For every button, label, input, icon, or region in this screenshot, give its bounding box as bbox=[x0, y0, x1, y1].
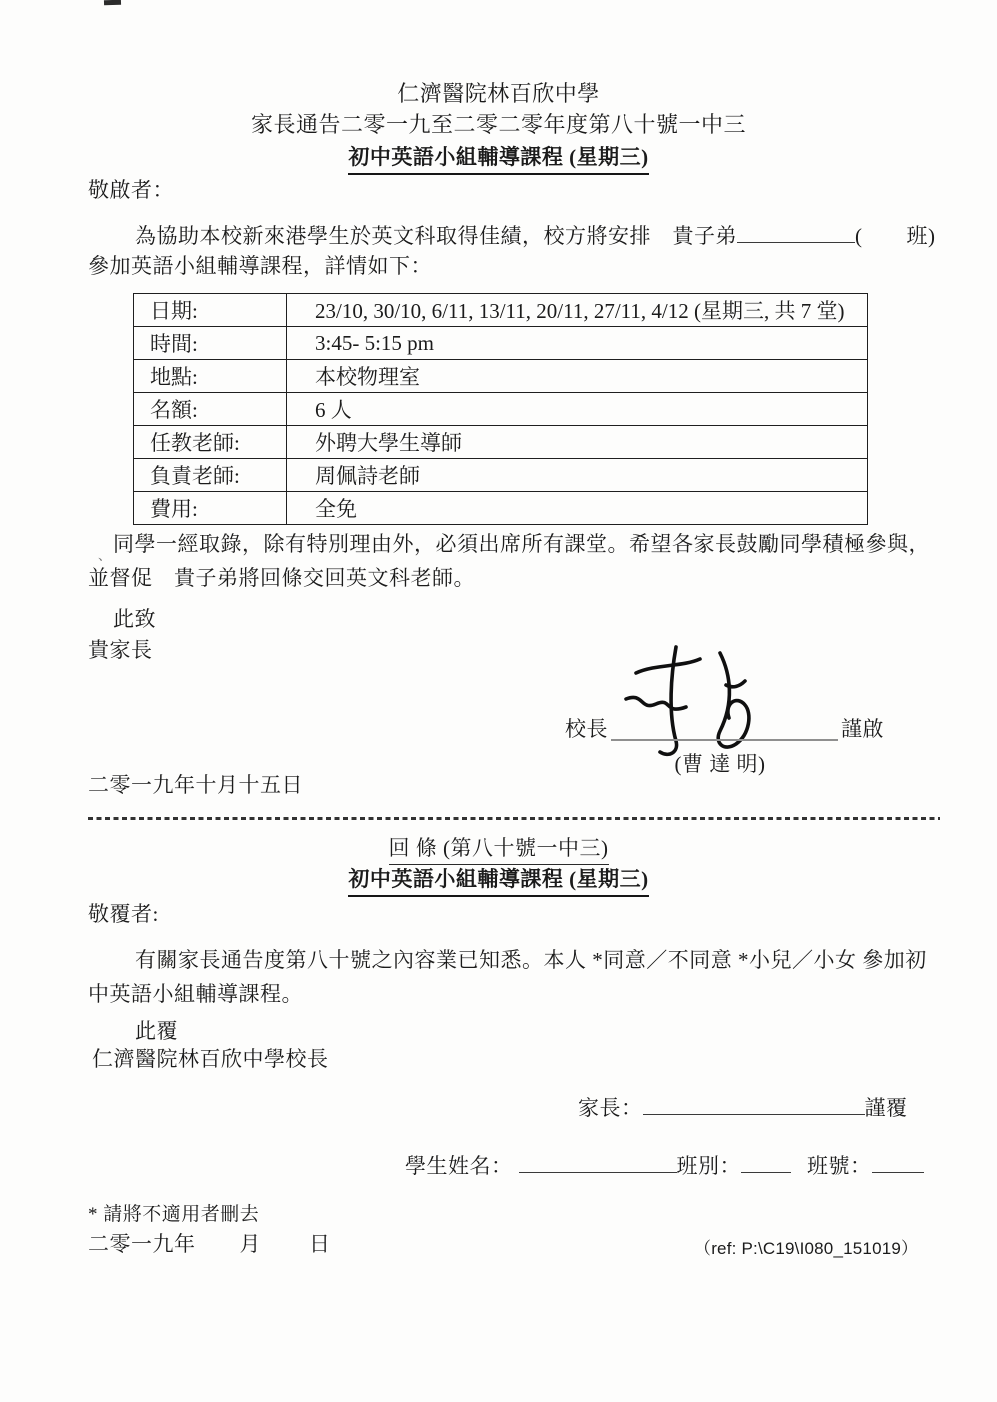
class-number-blank bbox=[872, 1150, 924, 1173]
reply-date-month: 月 bbox=[239, 1232, 261, 1256]
reply-closing: 此覆 bbox=[135, 1019, 178, 1043]
principal-signature-line bbox=[611, 722, 838, 741]
row-value: 6 人 bbox=[287, 393, 868, 426]
table-row bbox=[134, 426, 868, 459]
letter-body-line1-text: 為協助本校新來港學生於英文科取得佳績，校方將安排 貴子弟 bbox=[135, 224, 737, 249]
course-title: 初中英語小組輔導課程 (星期三) bbox=[348, 144, 648, 175]
reply-date-year: 二零一九年 bbox=[88, 1232, 196, 1256]
student-name-label: 學生姓名： bbox=[405, 1154, 513, 1179]
reply-body-line1: 有關家長通告度第八十號之內容業已知悉。本人 *同意／不同意 *小兒／小女 參加初 bbox=[135, 948, 927, 972]
principal-sign-off: 謹啟 bbox=[841, 717, 884, 741]
reply-date-row bbox=[88, 1231, 331, 1258]
issue-date: 二零一九年十月十五日 bbox=[88, 773, 303, 797]
letter-addressee: 貴家長 bbox=[88, 638, 153, 662]
principal-signature bbox=[598, 643, 798, 763]
principal-label: 校長 bbox=[565, 717, 608, 741]
delete-inapplicable-footnote: * 請將不適用者刪去 bbox=[88, 1204, 260, 1225]
reply-course-title: 初中英語小組輔導課程 (星期三) bbox=[348, 866, 648, 897]
reply-date-day: 日 bbox=[309, 1232, 331, 1256]
scan-artifact-comma: 、 bbox=[98, 548, 112, 563]
letter-salutation: 敬啟者： bbox=[88, 178, 174, 202]
table-row bbox=[134, 294, 868, 327]
parent-signature-blank bbox=[643, 1092, 865, 1115]
table-row bbox=[134, 393, 868, 426]
class-label: 班別： bbox=[676, 1154, 741, 1179]
row-value: 23/10, 30/10, 6/11, 13/11, 20/11, 27/11, 4/12 (星期三, 共 7 堂) bbox=[287, 294, 868, 327]
row-label: 費用: bbox=[134, 492, 287, 525]
scan-artifact-speck bbox=[104, 0, 121, 5]
letter-closing: 此致 bbox=[113, 607, 156, 631]
class-suffix: 班) bbox=[906, 224, 936, 249]
student-name-blank bbox=[519, 1150, 677, 1173]
letter-body-line1 bbox=[135, 220, 936, 250]
table-row bbox=[134, 327, 868, 360]
table-row bbox=[134, 360, 868, 393]
table-row bbox=[134, 459, 868, 492]
letter-note-line2: 並督促 貴子弟將回條交回英文科老師。 bbox=[88, 566, 475, 590]
row-value: 周佩詩老師 bbox=[287, 459, 868, 492]
file-reference: （ref: P:\C19\I080_151019） bbox=[694, 1239, 919, 1258]
letter-body-line2: 參加英語小組輔導課程，詳情如下： bbox=[88, 254, 432, 278]
class-number-label: 班號： bbox=[807, 1154, 872, 1179]
row-label: 名額: bbox=[134, 393, 287, 426]
tear-off-separator bbox=[88, 817, 940, 820]
student-info-row bbox=[405, 1150, 924, 1180]
letter-note-line1: 同學一經取錄，除有特別理由外，必須出席所有課堂。希望各家長鼓勵同學積極參與， bbox=[113, 532, 930, 556]
principal-name: (曹 達 明) bbox=[674, 752, 766, 776]
parent-signature-row bbox=[578, 1092, 908, 1122]
notice-number-line: 家長通告二零一九至二零二零年度第八十號一中三 bbox=[250, 112, 746, 137]
school-name: 仁濟醫院林百欣中學 bbox=[397, 81, 600, 106]
row-value: 外聘大學生導師 bbox=[287, 426, 868, 459]
row-value: 全免 bbox=[287, 492, 868, 525]
reply-salutation: 敬覆者: bbox=[88, 902, 159, 926]
parent-sign-off: 謹覆 bbox=[864, 1096, 908, 1121]
class-blank bbox=[741, 1150, 791, 1173]
row-value: 本校物理室 bbox=[287, 360, 868, 393]
table-row bbox=[134, 492, 868, 525]
row-label: 任教老師: bbox=[134, 426, 287, 459]
reply-body-line2: 中英語小組輔導課程。 bbox=[88, 982, 303, 1006]
row-value: 3:45- 5:15 pm bbox=[287, 327, 868, 360]
row-label: 時間: bbox=[134, 327, 287, 360]
reply-addressee: 仁濟醫院林百欣中學校長 bbox=[92, 1047, 329, 1071]
open-paren: ( bbox=[855, 224, 863, 249]
child-name-blank bbox=[737, 220, 855, 243]
reply-slip-title: 回 條 (第八十號一中三) bbox=[389, 835, 609, 865]
course-details-table bbox=[133, 293, 868, 525]
row-label: 負責老師: bbox=[134, 459, 287, 492]
row-label: 日期: bbox=[134, 294, 287, 327]
parent-label: 家長： bbox=[578, 1096, 643, 1121]
row-label: 地點: bbox=[134, 360, 287, 393]
